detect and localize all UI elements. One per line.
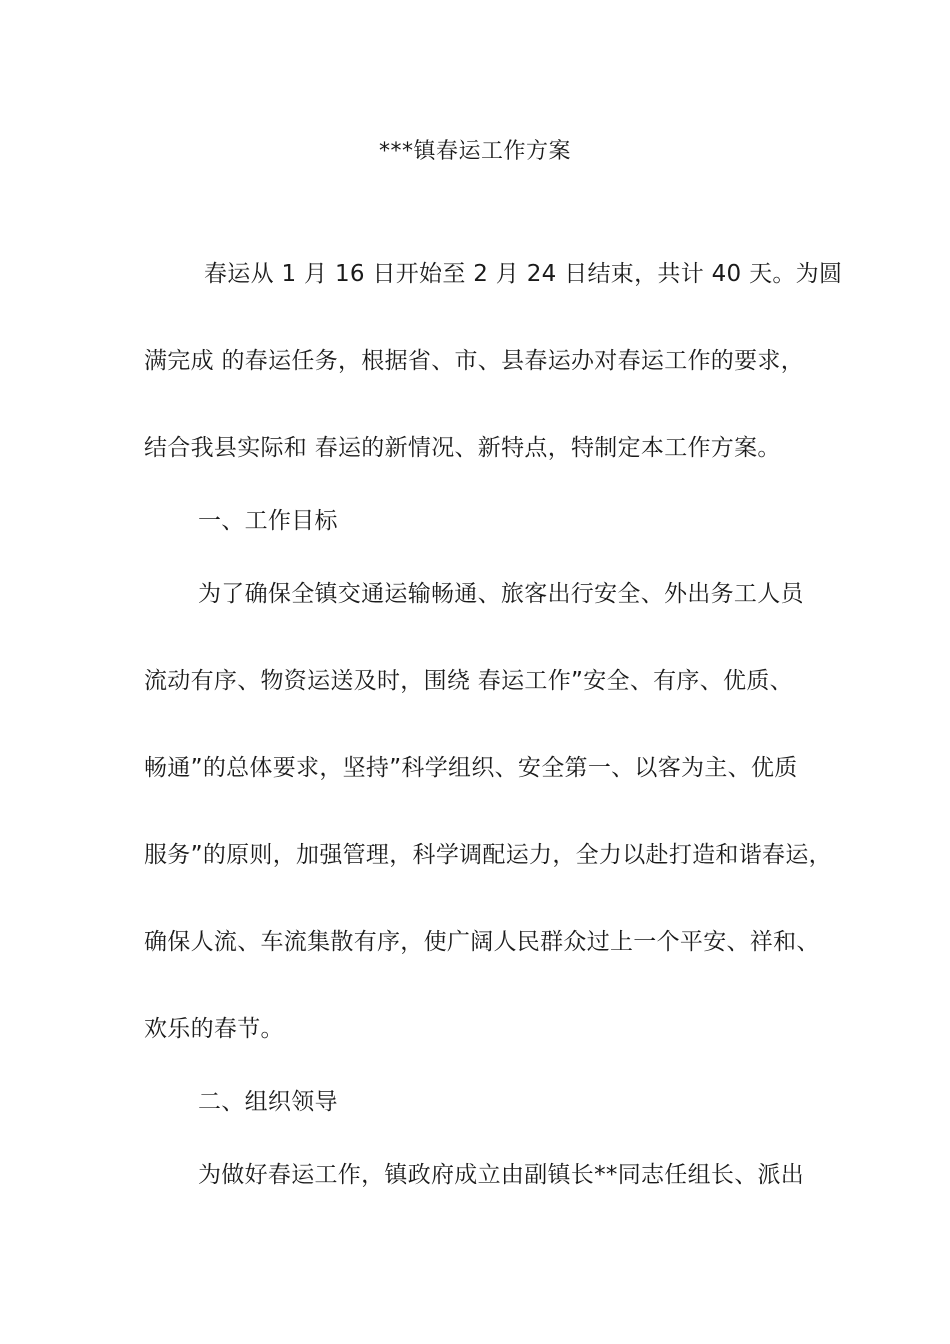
section-heading: 二、组织领导: [198, 1089, 338, 1115]
paragraph-line: 春运从 1 月 16 日开始至 2 月 24 日结束，共计 40 天。为圆: [204, 261, 843, 287]
paragraph-line: 结合我县实际和 春运的新情况、新特点，特制定本工作方案。: [144, 435, 781, 461]
paragraph-line: 为做好春运工作，镇政府成立由副镇长**同志任组长、派出: [198, 1162, 805, 1188]
paragraph-line: 欢乐的春节。: [144, 1016, 284, 1042]
paragraph-line: 畅通”的总体要求，坚持”科学组织、安全第一、以客为主、优质: [144, 755, 798, 781]
document-title: ***镇春运工作方案: [378, 139, 571, 164]
section-heading: 一、工作目标: [198, 508, 338, 534]
paragraph-line: 满完成 的春运任务，根据省、市、县春运办对春运工作的要求，: [144, 348, 805, 374]
paragraph-line: 确保人流、车流集散有序，使广阔人民群众过上一个平安、祥和、: [144, 929, 820, 955]
paragraph-line: 为了确保全镇交通运输畅通、旅客出行安全、外出务工人员: [198, 581, 804, 607]
paragraph-line: 流动有序、物资运送及时，围绕 春运工作”安全、有序、优质、: [144, 668, 793, 694]
paragraph-line: 服务”的原则，加强管理，科学调配运力，全力以赴打造和谐春运，: [144, 842, 832, 868]
